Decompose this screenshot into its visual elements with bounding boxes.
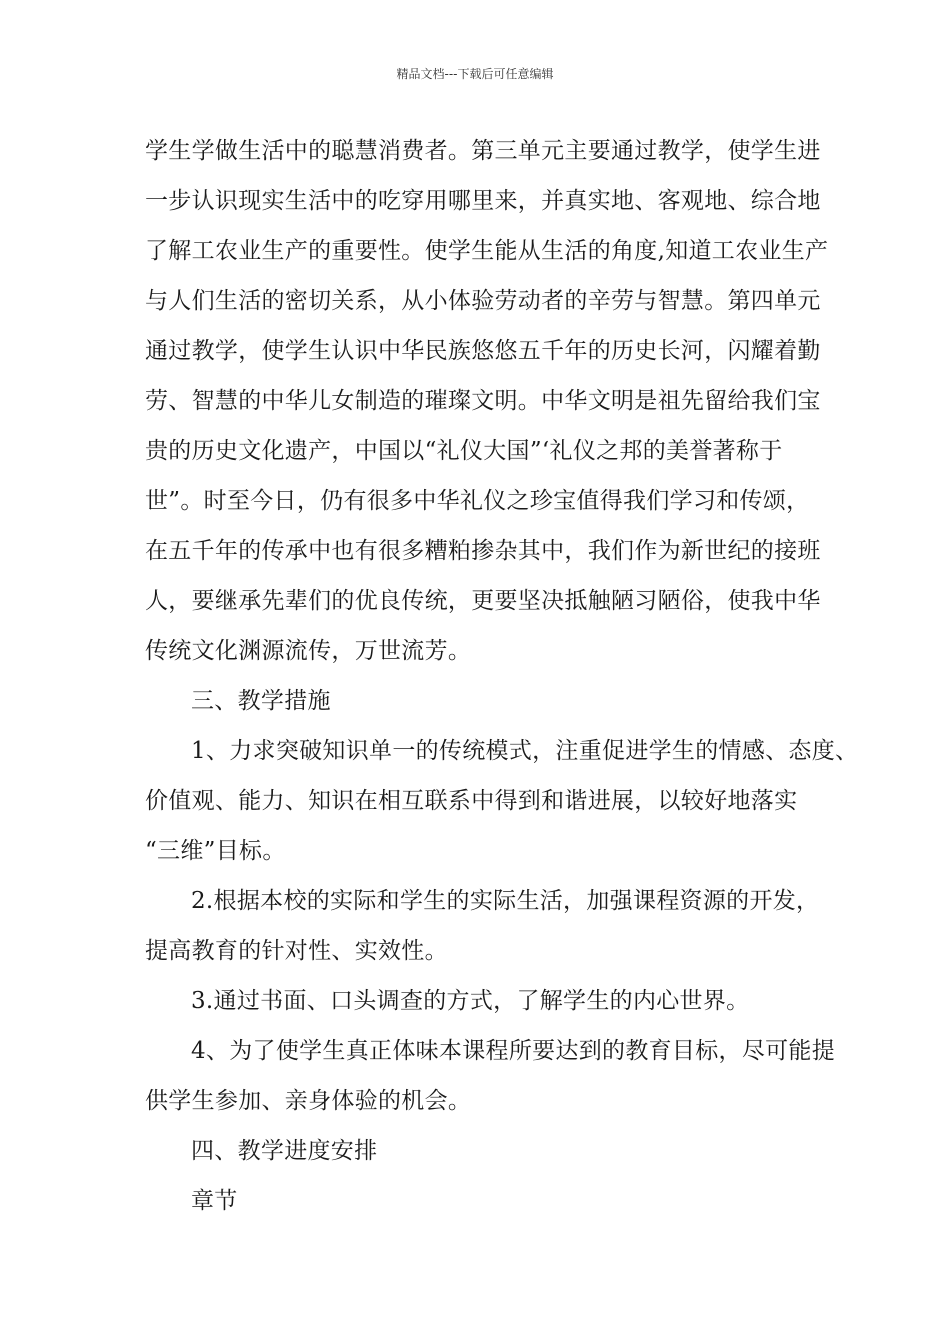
- body-line: 劳、智慧的中华儿女制造的璀璨文明。中华文明是祖先留给我们宝: [145, 388, 821, 414]
- body-line: 了解工农业生产的重要性。使学生能从生活的角度,知道工农业生产: [145, 238, 829, 264]
- document-body: [145, 126, 859, 1226]
- body-line: “三维”目标。: [145, 838, 286, 864]
- body-line: 通过教学，使学生认识中华民族悠悠五千年的历史长河，闪耀着勤: [145, 338, 821, 364]
- body-line: 学生学做生活中的聪慧消费者。第三单元主要通过教学，使学生进: [145, 138, 821, 164]
- body-line: 4、为了使学生真正体味本课程所要达到的教育目标，尽可能提: [191, 1038, 836, 1064]
- section-heading-schedule: 四、教学进度安排: [191, 1138, 378, 1164]
- body-line: 3.通过书面、口头调查的方式，了解学生的内心世界。: [191, 988, 750, 1014]
- body-line: 一步认识现实生活中的吃穿用哪里来，并真实地、客观地、综合地: [145, 188, 821, 214]
- section-heading-teaching-measures: 三、教学措施: [191, 688, 331, 714]
- body-line: 价值观、能力、知识在相互联系中得到和谐进展，以较好地落实: [145, 788, 798, 814]
- body-line: 2.根据本校的实际和学生的实际生活，加强课程资源的开发，: [191, 888, 820, 914]
- body-line: 1、力求突破知识单一的传统模式，注重促进学生的情感、态度、: [191, 738, 859, 764]
- body-line: 供学生参加、亲身体验的机会。: [145, 1088, 472, 1114]
- body-line: 提高教育的针对性、实效性。: [145, 938, 448, 964]
- body-line: 贵的历史文化遗产，中国以“礼仪大国”‘礼仪之邦的美誉著称于: [145, 438, 783, 464]
- body-line: 世”。时至今日，仍有很多中华礼仪之珍宝值得我们学习和传颂，: [145, 488, 810, 514]
- body-line: 与人们生活的密切关系，从小体验劳动者的辛劳与智慧。第四单元: [145, 288, 821, 314]
- body-line: 在五千年的传承中也有很多糟粕掺杂其中，我们作为新世纪的接班: [145, 538, 821, 564]
- body-line: 传统文化渊源流传，万世流芳。: [145, 638, 472, 664]
- chapter-label: 章节: [191, 1188, 238, 1214]
- body-line: 人，要继承先辈们的优良传统，更要坚决抵触陋习陋俗，使我中华: [145, 588, 821, 614]
- page-header: 精品文档---下载后可任意编辑: [396, 67, 554, 81]
